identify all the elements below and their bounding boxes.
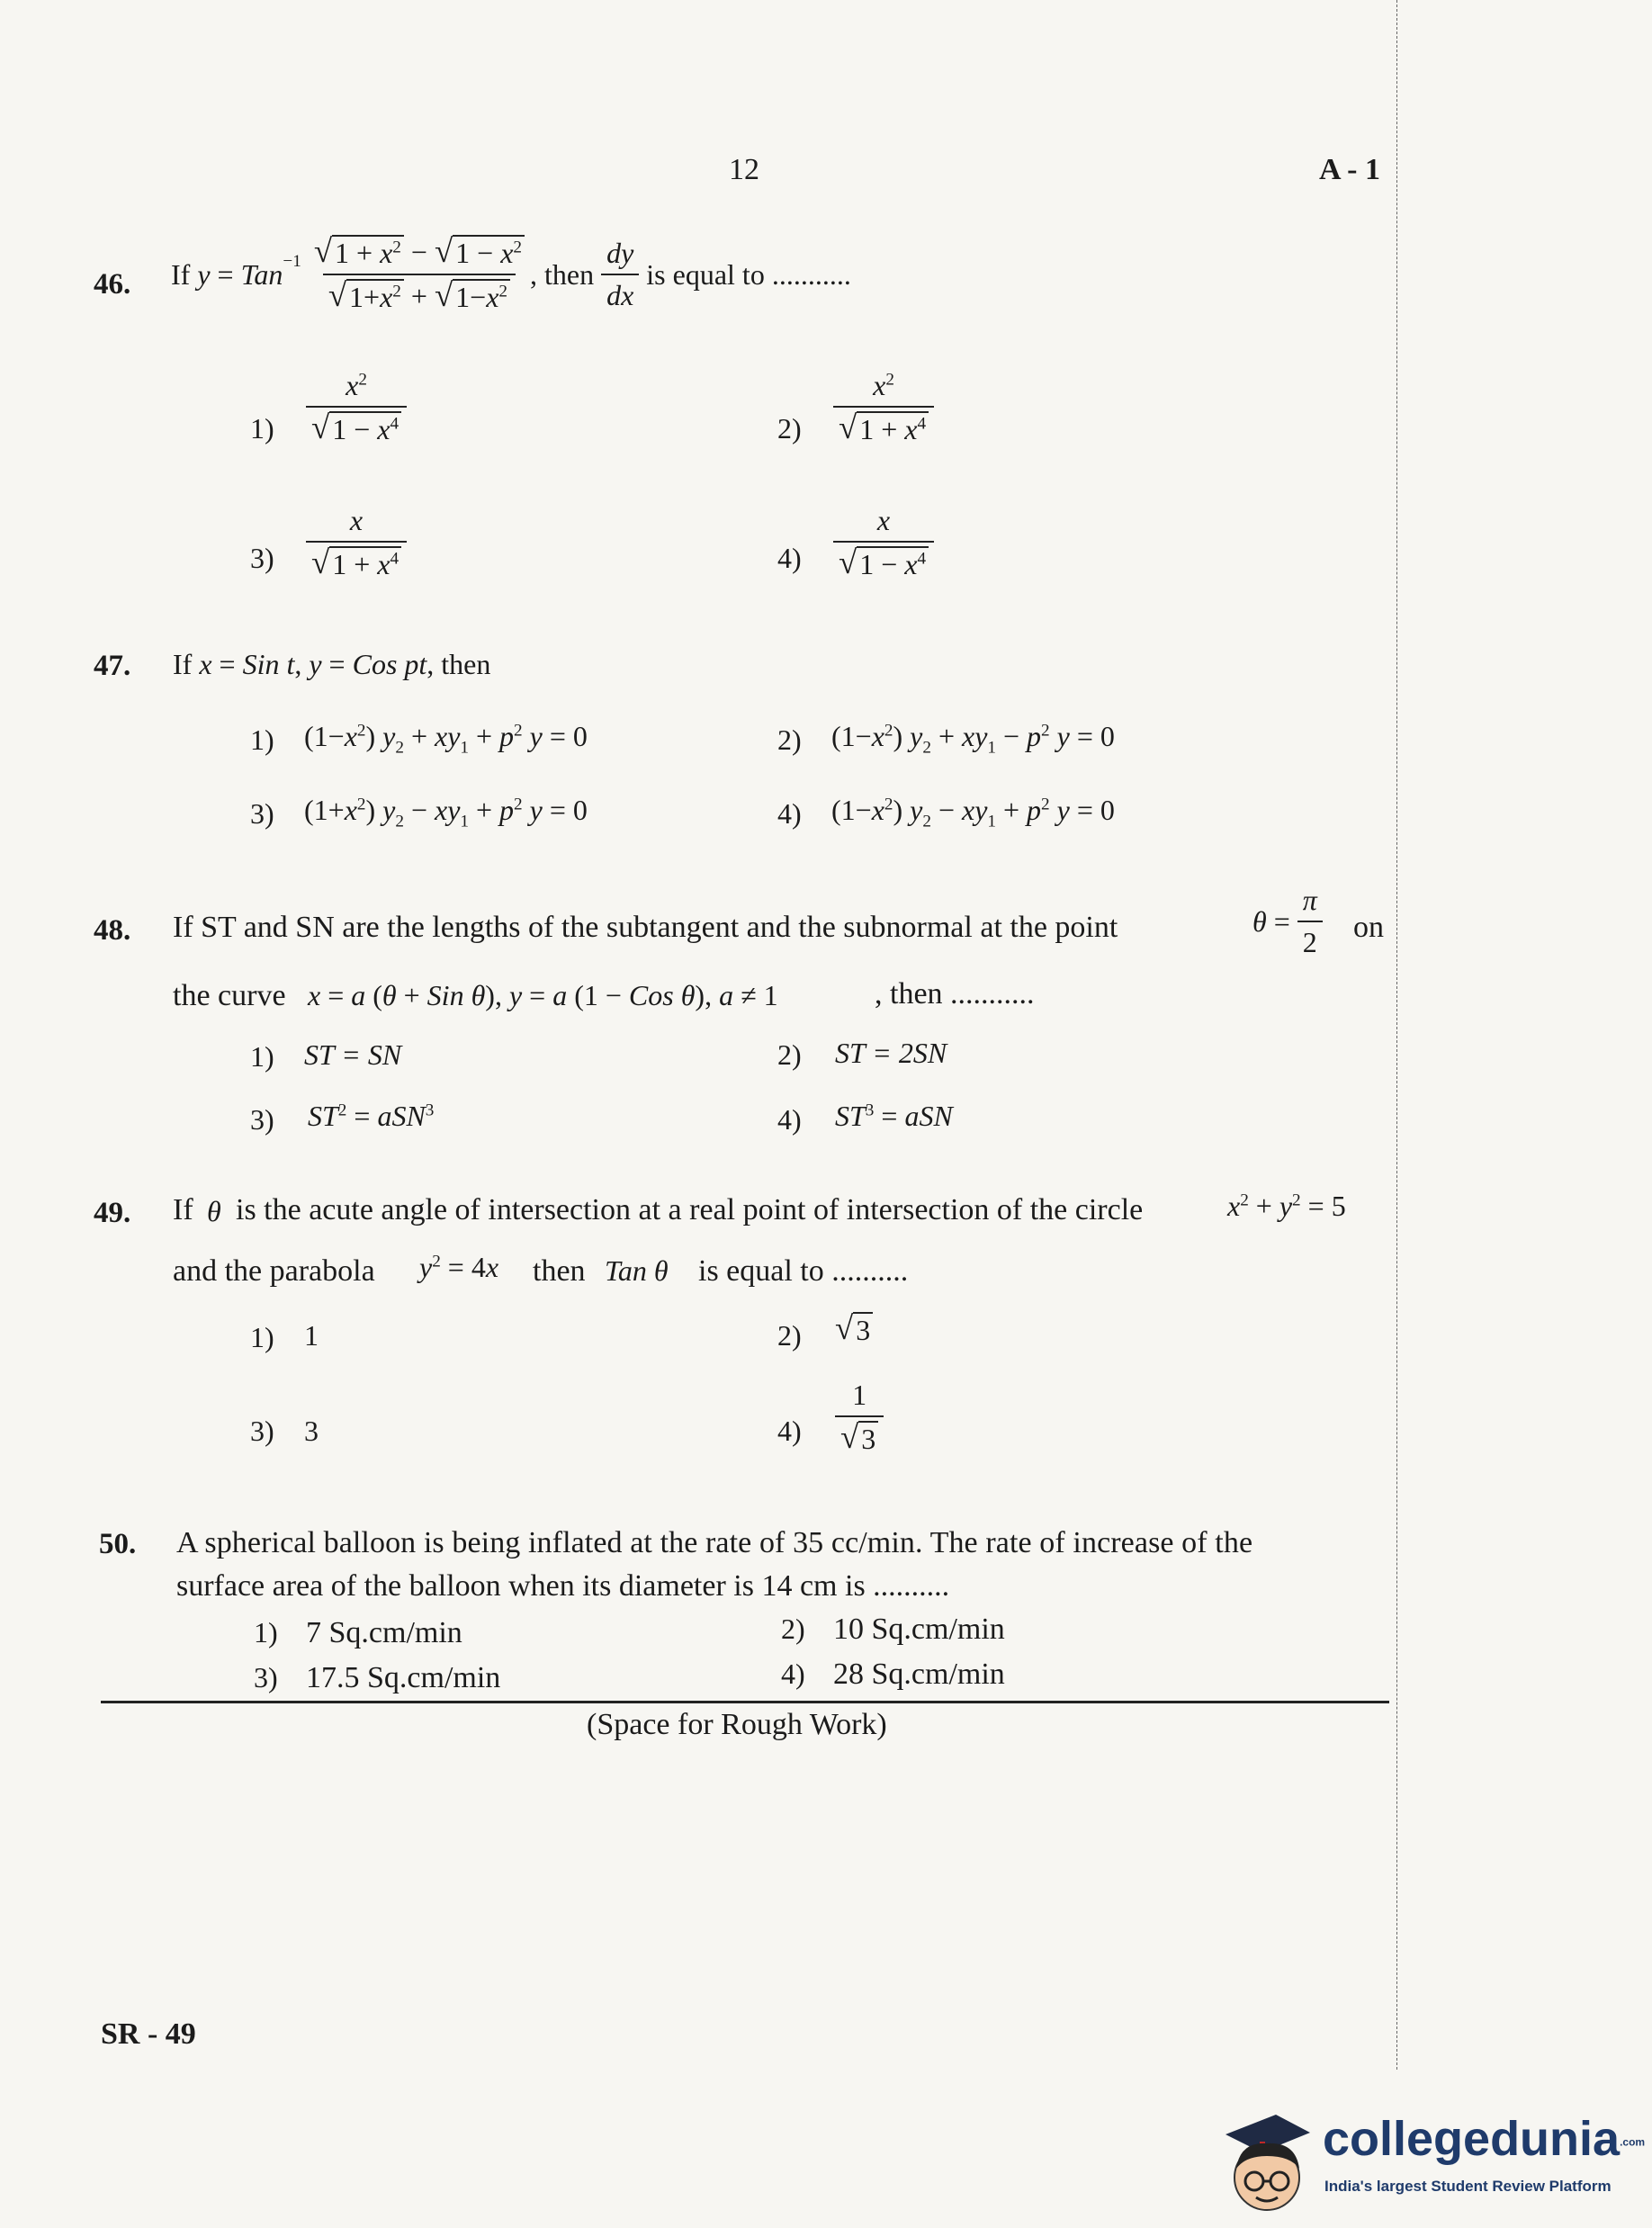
question-line-2-pre: and the parabola xyxy=(173,1254,375,1288)
option-1[interactable]: $(1-x^2) y_2 + xy_1 + p^2$ y = 0 xyxy=(304,720,588,758)
theta-symbol: θ xyxy=(207,1195,221,1227)
question-line-2-pre: the curve xyxy=(173,979,286,1012)
option-3-number: 3) xyxy=(250,1103,274,1136)
question-number: 46. xyxy=(94,268,131,301)
option-4[interactable]: 1 √ 3 xyxy=(835,1379,884,1456)
option-1-number: 1) xyxy=(250,412,274,445)
option-1[interactable]: 7 Sq.cm/min xyxy=(306,1616,462,1649)
option-3[interactable]: 17.5 Sq.cm/min xyxy=(306,1661,501,1694)
on-word: on xyxy=(1353,911,1384,944)
question-number: 47. xyxy=(94,650,131,682)
option-4-number: 4) xyxy=(777,797,802,830)
option-2-number: 2) xyxy=(781,1613,805,1645)
paper-code: A - 1 xyxy=(1319,153,1380,186)
option-1-number: 1) xyxy=(250,1321,274,1353)
option-4[interactable]: $(1-x^2) y_2 - xy_1 + p^2$ y = 0 xyxy=(831,794,1115,831)
curve-equation: x = a (θ + Sin θ), y = a (1 − Cos θ), a ≠ 1 xyxy=(308,979,778,1011)
stem-fraction: √ $1 + x^2$ − √ $1 - x^2$ √ $1+x^2$ + √ $1-x^2$ xyxy=(309,235,530,314)
theta-value: θ = $\frac{\pi}{2}$ xyxy=(1252,884,1323,959)
option-1-number: 1) xyxy=(250,723,274,756)
option-1[interactable]: 1 xyxy=(304,1319,319,1352)
question-stem: If y = Tan $^{-1}$ √ $1 + x^2$ − √ $1 - x^2$ √ $1+x^2$ + √ $1-x^2$ , then $\frac{dy}{dx}$ is equal to ........... xyxy=(171,232,851,313)
option-4-number: 4) xyxy=(777,1415,802,1447)
option-1[interactable]: ST = SN xyxy=(304,1038,402,1071)
question-line-2: surface area of the balloon when its diameter is 14 cm is .......... xyxy=(176,1569,950,1603)
option-3[interactable]: $(1+x^2) y_2 - xy_1 + p^2$ y = 0 xyxy=(304,794,588,831)
option-1-number: 1) xyxy=(250,1040,274,1073)
mascot-icon xyxy=(1213,2106,1321,2223)
option-3[interactable]: x √ $1 + x^4$ xyxy=(306,504,407,581)
rough-work-label: (Space for Rough Work) xyxy=(587,1708,887,1741)
option-4-number: 4) xyxy=(777,542,802,574)
option-3-number: 3) xyxy=(250,1415,274,1447)
logo-name: collegedunia.com xyxy=(1323,2112,1646,2166)
option-3-number: 3) xyxy=(250,542,274,574)
option-3-number: 3) xyxy=(254,1661,278,1693)
margin-line xyxy=(1396,0,1397,2070)
option-2[interactable]: √ 3 xyxy=(835,1312,873,1347)
question-number: 48. xyxy=(94,914,131,947)
option-2-number: 2) xyxy=(777,412,802,445)
option-1[interactable]: $x^2$ √ $1 - x^4$ xyxy=(306,369,407,446)
question-line-1: is the acute angle of intersection at a real point of intersection of the circle xyxy=(236,1193,1144,1226)
question-number: 50. xyxy=(99,1528,137,1560)
question-number: 49. xyxy=(94,1197,131,1229)
question-if: If xyxy=(173,1193,193,1226)
question-line-2-post: , then ........... xyxy=(875,977,1035,1011)
option-2-number: 2) xyxy=(777,723,802,756)
option-3[interactable]: 3 xyxy=(304,1415,319,1447)
option-2-number: 2) xyxy=(777,1319,802,1352)
question-line-1: If ST and SN are the lengths of the subtangent and the subnormal at the point xyxy=(173,911,1118,944)
logo-tagline: India's largest Student Review Platform xyxy=(1324,2178,1612,2195)
option-4-number: 4) xyxy=(781,1658,805,1690)
divider-line xyxy=(101,1701,1389,1703)
option-4[interactable]: $ST^3$ = aSN xyxy=(835,1100,953,1132)
option-4[interactable]: 28 Sq.cm/min xyxy=(833,1658,1005,1691)
question-line-2-then: then xyxy=(533,1254,586,1288)
tan-theta: Tan θ xyxy=(605,1254,669,1287)
option-4-number: 4) xyxy=(777,1103,802,1136)
option-4[interactable]: x √ $1 - x^4$ xyxy=(833,504,934,581)
option-1-number: 1) xyxy=(254,1616,278,1649)
option-2-number: 2) xyxy=(777,1038,802,1071)
footer-code: SR - 49 xyxy=(101,2017,196,2051)
page-number: 12 xyxy=(729,153,759,186)
option-3-number: 3) xyxy=(250,797,274,830)
option-2[interactable]: 10 Sq.cm/min xyxy=(833,1613,1005,1646)
option-2[interactable]: ST = 2SN xyxy=(835,1037,947,1069)
parabola-equation: $y^2 = 4x$ xyxy=(419,1251,499,1283)
option-2[interactable]: $(1-x^2) y_2 + xy_1 - p^2$ y = 0 xyxy=(831,720,1115,758)
question-stem: If x = Sin t, y = Cos pt, then xyxy=(173,648,491,680)
option-2[interactable]: $x^2$ √ $1 + x^4$ xyxy=(833,369,934,446)
circle-equation: $x^2 + y^2 = 5$ xyxy=(1227,1190,1346,1222)
collegedunia-logo xyxy=(1213,2106,1646,2223)
option-3[interactable]: $ST^2 = aSN^3$ xyxy=(308,1100,435,1132)
question-line-2-post: is equal to .......... xyxy=(698,1254,909,1288)
question-line-1: A spherical balloon is being inflated at the rate of 35 cc/min. The rate of increase of the xyxy=(176,1526,1253,1559)
